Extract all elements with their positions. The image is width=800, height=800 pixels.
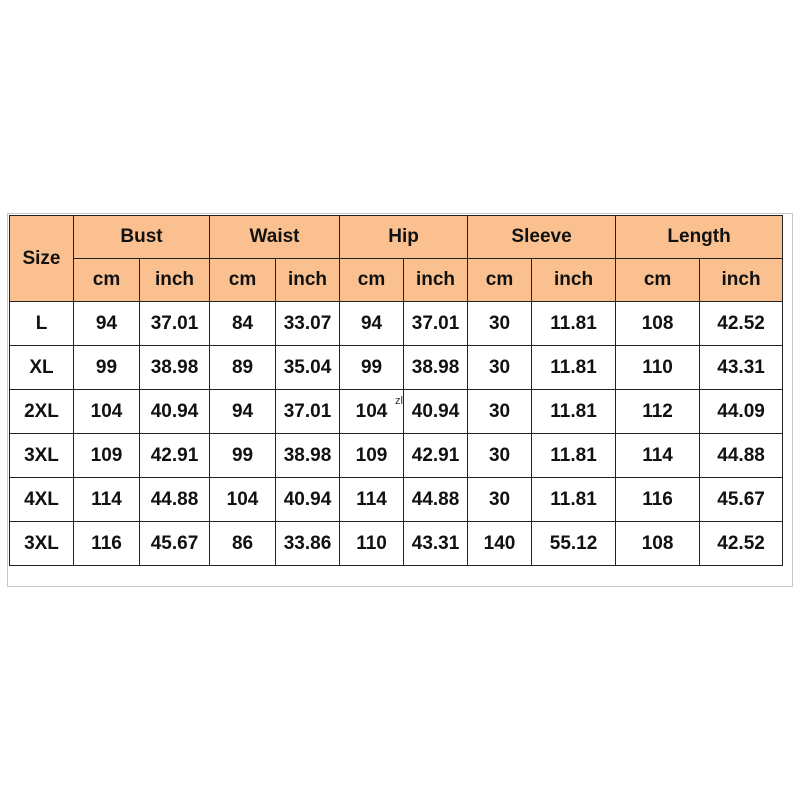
measurement-cell: 99 [74,346,140,390]
measurement-cell: 45.67 [700,478,783,522]
unit-header: cm [210,259,276,302]
group-header-waist: Waist [210,216,340,259]
group-header-length: Length [616,216,783,259]
measurement-cell: 114 [340,478,404,522]
measurement-cell: 55.12 [532,522,616,566]
measurement-cell: 35.04 [276,346,340,390]
size-label-cell: 3XL [10,522,74,566]
measurement-cell: 108 [616,302,700,346]
unit-header: cm [468,259,532,302]
measurement-cell: 45.67 [140,522,210,566]
measurement-cell: 86 [210,522,276,566]
group-header-bust: Bust [74,216,210,259]
size-label-cell: 4XL [10,478,74,522]
measurement-cell: 33.86 [276,522,340,566]
measurement-cell: 43.31 [700,346,783,390]
measurement-cell: 44.88 [700,434,783,478]
size-label-cell: L [10,302,74,346]
measurement-cell: 44.09 [700,390,783,434]
unit-header: cm [340,259,404,302]
measurement-cell: 140 [468,522,532,566]
measurement-cell: 109 [340,434,404,478]
measurement-cell: 38.98 [276,434,340,478]
measurement-cell: 109 [74,434,140,478]
measurement-cell: 42.91 [140,434,210,478]
unit-header: inch [700,259,783,302]
measurement-cell: 116 [616,478,700,522]
measurement-cell: 112 [616,390,700,434]
measurement-cell: 114 [616,434,700,478]
measurement-cell: 84 [210,302,276,346]
measurement-cell: 94 [340,302,404,346]
measurement-cell: 44.88 [404,478,468,522]
measurement-cell: 104 [74,390,140,434]
measurement-cell: 43.31 [404,522,468,566]
measurement-cell: 11.81 [532,478,616,522]
measurement-cell: 11.81 [532,434,616,478]
size-header: Size [10,216,74,302]
header-row-groups [10,216,783,259]
measurement-cell: 37.01 [140,302,210,346]
measurement-cell: 11.81 [532,346,616,390]
measurement-cell: 89 [210,346,276,390]
measurement-cell: 38.98 [404,346,468,390]
table-row [10,302,783,346]
measurement-cell: 37.01 [276,390,340,434]
measurement-cell: 114 [74,478,140,522]
table-row [10,346,783,390]
measurement-cell: 30 [468,478,532,522]
unit-header: inch [276,259,340,302]
unit-header: inch [532,259,616,302]
table-row [10,434,783,478]
measurement-cell: 42.52 [700,302,783,346]
unit-header: inch [404,259,468,302]
measurement-cell: 44.88 [140,478,210,522]
measurement-cell: 104 [340,390,404,434]
group-header-hip: Hip [340,216,468,259]
measurement-cell: 30 [468,434,532,478]
measurement-cell: 42.91 [404,434,468,478]
measurement-cell: 40.94 [404,390,468,434]
size-label-cell: 3XL [10,434,74,478]
size-chart-table [9,215,783,566]
size-label-cell: XL [10,346,74,390]
measurement-cell: 11.81 [532,302,616,346]
measurement-cell: 104 [210,478,276,522]
measurement-cell: 116 [74,522,140,566]
measurement-cell: 94 [210,390,276,434]
table-row [10,522,783,566]
size-label-cell: 2XL [10,390,74,434]
measurement-cell: 99 [340,346,404,390]
measurement-cell: 33.07 [276,302,340,346]
unit-header: cm [616,259,700,302]
measurement-cell: 37.01 [404,302,468,346]
measurement-cell: 110 [616,346,700,390]
measurement-cell: 30 [468,302,532,346]
measurement-cell: 11.81 [532,390,616,434]
table-row [10,478,783,522]
measurement-cell: 30 [468,346,532,390]
header-row-units [10,259,783,302]
measurement-cell: 40.94 [276,478,340,522]
measurement-cell: 30 [468,390,532,434]
measurement-cell: 40.94 [140,390,210,434]
unit-header: cm [74,259,140,302]
measurement-cell: 110 [340,522,404,566]
unit-header: inch [140,259,210,302]
measurement-cell: 94 [74,302,140,346]
measurement-cell: 99 [210,434,276,478]
measurement-cell: 108 [616,522,700,566]
measurement-cell: 42.52 [700,522,783,566]
measurement-cell: 38.98 [140,346,210,390]
group-header-sleeve: Sleeve [468,216,616,259]
watermark-text: zl [395,395,403,407]
